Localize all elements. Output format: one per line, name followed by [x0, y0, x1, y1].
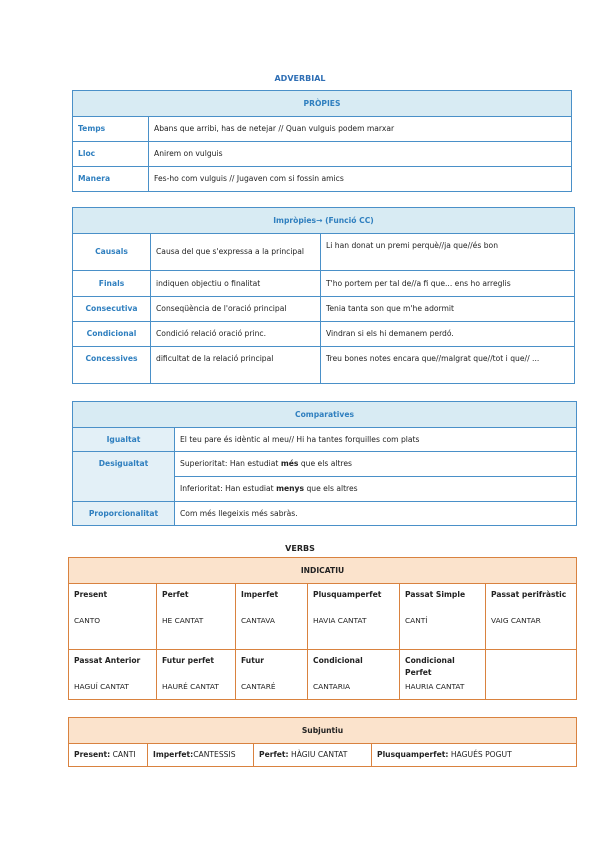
row-text: Anirem on vulguis — [149, 142, 572, 167]
tense-cell — [400, 650, 486, 700]
tense-name: Futur — [241, 656, 264, 665]
tense-form: CANTAVA — [241, 616, 275, 625]
inferioritat-text — [175, 477, 577, 502]
superioritat-prefix: Superioritat: Han estudiat — [180, 459, 281, 468]
row-example: Treu bones notes encara que//malgrat que//tot i que// ... — [321, 347, 575, 384]
adverbial-title: ADVERBIAL — [274, 74, 326, 83]
tense-name: Passat Anterior — [74, 656, 141, 665]
row-desc: dificultat de la relació principal — [151, 347, 321, 384]
tense-form: HAGUÍ CANTAT — [74, 682, 129, 691]
tense-name: Passat perifràstic — [491, 590, 567, 599]
tense-form: CANTARIA — [313, 682, 351, 691]
tense-name: Present — [74, 590, 108, 599]
table-row — [73, 297, 575, 322]
row-text: Fes-ho com vulguis // Jugaven com si fossin amics — [149, 167, 572, 192]
row-label: Lloc — [73, 142, 149, 167]
subj-cell — [69, 744, 148, 767]
row-desc: Conseqüència de l'oració principal — [151, 297, 321, 322]
indicatiu-table — [68, 557, 577, 700]
tense-cell — [308, 584, 400, 650]
row-label: Consecutiva — [73, 297, 151, 322]
proporcionalitat-text: Com més llegeixis més sabràs. — [175, 502, 577, 526]
inferioritat-bold: menys — [276, 484, 305, 493]
igualtat-label: Igualtat — [73, 428, 175, 452]
proporcionalitat-label: Proporcionalitat — [73, 502, 175, 526]
verbs-title: VERBS — [285, 544, 315, 553]
tense-form: HAVIA CANTAT — [313, 616, 367, 625]
table-row — [73, 428, 577, 452]
row-desc: Causa del que s'expressa a la principal — [151, 234, 321, 271]
row-label: Manera — [73, 167, 149, 192]
row-text: Abans que arribi, has de netejar // Quan vulguis podem marxar — [149, 117, 572, 142]
table-row — [73, 234, 575, 271]
subjuntiu-table — [68, 717, 577, 767]
subj-cell — [254, 744, 372, 767]
table-row — [73, 347, 575, 384]
tense-name: Imperfet — [241, 590, 279, 599]
tense-cell — [69, 584, 157, 650]
subjuntiu-header: Subjuntiu — [69, 718, 577, 744]
table-row — [69, 744, 577, 767]
subj-name: Present: — [74, 750, 111, 759]
tense-form: CANTO — [74, 616, 101, 625]
table-row — [73, 322, 575, 347]
tense-form: HE CANTAT — [162, 616, 204, 625]
row-example: Li han donat un premi perquè//ja que//és bon — [321, 234, 575, 271]
tense-form: HAURÉ CANTAT — [162, 682, 219, 691]
tense-cell — [236, 650, 308, 700]
table-row — [69, 584, 577, 650]
tense-cell — [69, 650, 157, 700]
tense-cell — [236, 584, 308, 650]
tense-cell — [486, 584, 577, 650]
inferioritat-suffix: que els altres — [304, 484, 358, 493]
tense-form: VAIG CANTAR — [491, 616, 541, 625]
inferioritat-prefix: Inferioritat: Han estudiat — [180, 484, 277, 493]
table-row — [73, 167, 572, 192]
igualtat-text: El teu pare és idèntic al meu// Hi ha tantes forquilles com plats — [175, 428, 577, 452]
table-row — [69, 650, 577, 700]
row-desc: indiquen objectiu o finalitat — [151, 271, 321, 297]
propies-header: PRÒPIES — [73, 91, 572, 117]
subj-cell — [148, 744, 254, 767]
subj-form: HÀGIU CANTAT — [288, 750, 348, 759]
tense-name: Futur perfet — [162, 656, 215, 665]
table-row — [73, 142, 572, 167]
row-label: Temps — [73, 117, 149, 142]
indicatiu-header: INDICATIU — [69, 558, 577, 584]
empty-cell — [486, 650, 577, 700]
tense-cell — [157, 584, 236, 650]
table-row — [73, 452, 577, 477]
subj-cell — [372, 744, 577, 767]
tense-cell — [308, 650, 400, 700]
table-row — [73, 271, 575, 297]
comparatives-header: Comparatives — [73, 402, 577, 428]
subj-name: Plusquamperfet: — [377, 750, 449, 759]
desigualtat-label: Desigualtat — [73, 452, 175, 502]
table-row — [73, 502, 577, 526]
table-row — [73, 117, 572, 142]
subj-form: HAGUÉS POGUT — [448, 750, 512, 759]
tense-name: Passat Simple — [405, 590, 466, 599]
tense-name: Condicional Perfet — [405, 656, 455, 677]
subj-name: Perfet: — [259, 750, 289, 759]
subj-form: CANTESSIS — [193, 750, 236, 759]
tense-name: Condicional — [313, 656, 363, 665]
comparatives-table — [72, 401, 577, 526]
superioritat-suffix: que els altres — [298, 459, 353, 468]
row-label: Causals — [73, 234, 151, 271]
subj-form: CANTI — [110, 750, 136, 759]
subj-name: Imperfet: — [153, 750, 194, 759]
row-example: T'ho portem per tal de//a fi que... ens ho arreglis — [321, 271, 575, 297]
tense-name: Plusquamperfet — [313, 590, 382, 599]
row-label: Condicional — [73, 322, 151, 347]
superioritat-text — [175, 452, 577, 477]
tense-form: CANTÍ — [405, 616, 428, 625]
tense-cell — [400, 584, 486, 650]
row-desc: Condició relació oració princ. — [151, 322, 321, 347]
tense-form: HAURIA CANTAT — [405, 682, 465, 691]
superioritat-bold: més — [280, 459, 299, 468]
tense-cell — [157, 650, 236, 700]
row-example: Tenia tanta son que m'he adormit — [321, 297, 575, 322]
impropies-table — [72, 207, 575, 384]
row-example: Vindran si els hi demanem perdó. — [321, 322, 575, 347]
row-label: Concessives — [73, 347, 151, 384]
propies-table — [72, 90, 572, 192]
tense-form: CANTARÉ — [241, 682, 276, 691]
impropies-header: Impròpies→ (Funció CC) — [73, 208, 575, 234]
tense-name: Perfet — [162, 590, 189, 599]
row-label: Finals — [73, 271, 151, 297]
